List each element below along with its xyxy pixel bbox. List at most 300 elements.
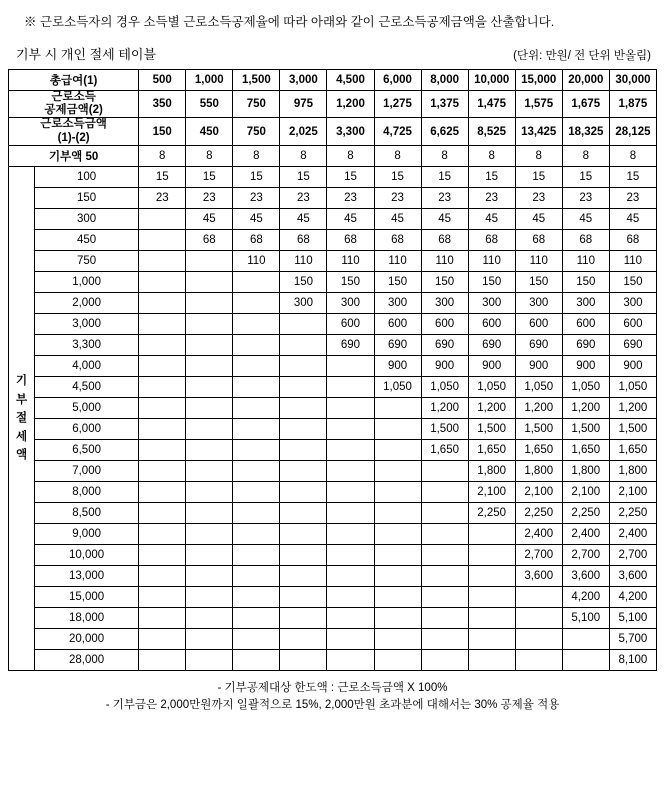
table-cell: 45: [374, 208, 421, 229]
table-cell: 600: [327, 313, 374, 334]
table-row: [9, 145, 657, 166]
table-cell: 23: [562, 187, 609, 208]
table-cell: [139, 523, 186, 544]
table-cell: [280, 544, 327, 565]
table-cell: [233, 607, 280, 628]
table-row: [9, 376, 657, 397]
footnotes: [8, 680, 657, 715]
table-cell: 900: [515, 355, 562, 376]
table-cell: [139, 376, 186, 397]
table-cell: 15: [186, 166, 233, 187]
table-cell: [327, 607, 374, 628]
table-row: [9, 607, 657, 628]
header-cell: 8,525: [468, 118, 515, 145]
table-cell: [233, 271, 280, 292]
donation-amount-label: 13,000: [35, 565, 139, 586]
table-cell: 68: [186, 229, 233, 250]
table-cell: 23: [515, 187, 562, 208]
table-row: [9, 355, 657, 376]
table-cell: [515, 628, 562, 649]
table-cell: [186, 271, 233, 292]
header-row-label: [9, 118, 139, 145]
table-cell: 2,400: [562, 523, 609, 544]
table-cell: 150: [327, 271, 374, 292]
table-cell: [139, 544, 186, 565]
table-cell: 1,050: [374, 376, 421, 397]
table-cell: 2,250: [562, 502, 609, 523]
table-cell: 45: [186, 208, 233, 229]
table-cell: 3,600: [562, 565, 609, 586]
header-cell: 1,375: [421, 91, 468, 118]
table-cell: 68: [327, 229, 374, 250]
table-cell: [468, 628, 515, 649]
table-cell: [374, 481, 421, 502]
table-cell: 2,700: [515, 544, 562, 565]
donation-amount-label: 10,000: [35, 544, 139, 565]
header-row-label-line2: (1)-(2): [57, 131, 90, 144]
table-cell: 8: [515, 145, 562, 166]
table-cell: 1,500: [468, 418, 515, 439]
table-row: [9, 313, 657, 334]
table-cell: 900: [374, 355, 421, 376]
table-cell: [327, 586, 374, 607]
table-cell: [280, 523, 327, 544]
table-cell: 45: [421, 208, 468, 229]
table-cell: 2,100: [562, 481, 609, 502]
table-cell: [139, 271, 186, 292]
table-cell: 2,400: [609, 523, 656, 544]
table-cell: 150: [562, 271, 609, 292]
side-caption: [9, 166, 35, 670]
header-cell: 6,000: [374, 70, 421, 91]
table-cell: 8: [327, 145, 374, 166]
table-cell: [327, 565, 374, 586]
header-row-label-line1: 근로소득금액: [40, 118, 107, 131]
table-cell: 23: [374, 187, 421, 208]
table-cell: [233, 292, 280, 313]
table-cell: [233, 628, 280, 649]
table-cell: 1,500: [515, 418, 562, 439]
table-cell: [233, 397, 280, 418]
table-cell: 690: [562, 334, 609, 355]
table-cell: [139, 418, 186, 439]
table-cell: [186, 376, 233, 397]
table-row: [9, 418, 657, 439]
table-cell: [233, 649, 280, 670]
table-cell: [327, 355, 374, 376]
table-cell: [280, 565, 327, 586]
table-row: [9, 544, 657, 565]
table-header-row: [9, 118, 657, 145]
table-cell: 150: [468, 271, 515, 292]
table-cell: [468, 586, 515, 607]
table-cell: [280, 355, 327, 376]
table-title: 기부 시 개인 절세 테이블: [16, 47, 157, 62]
table-cell: [468, 649, 515, 670]
table-cell: 68: [421, 229, 468, 250]
table-cell: 2,100: [515, 481, 562, 502]
table-cell: [280, 628, 327, 649]
table-cell: 690: [374, 334, 421, 355]
table-cell: 2,250: [468, 502, 515, 523]
table-cell: [233, 565, 280, 586]
table-cell: 2,700: [609, 544, 656, 565]
table-cell: 1,200: [421, 397, 468, 418]
table-cell: 300: [468, 292, 515, 313]
donation-amount-label: 100: [35, 166, 139, 187]
table-cell: [374, 439, 421, 460]
table-cell: 2,400: [515, 523, 562, 544]
table-cell: 1,200: [468, 397, 515, 418]
table-row: [9, 628, 657, 649]
header-cell: 1,475: [468, 91, 515, 118]
header-cell: 1,000: [186, 70, 233, 91]
header-cell: 150: [139, 118, 186, 145]
header-cell: 450: [186, 118, 233, 145]
table-cell: 1,500: [609, 418, 656, 439]
table-cell: 110: [609, 250, 656, 271]
table-cell: 900: [468, 355, 515, 376]
donation-amount-label: 3,300: [35, 334, 139, 355]
header-row-label: 총급여(1): [9, 70, 139, 91]
table-cell: 8: [609, 145, 656, 166]
table-cell: 690: [515, 334, 562, 355]
table-cell: [139, 313, 186, 334]
table-row: [9, 271, 657, 292]
donation-amount-label: 5,000: [35, 397, 139, 418]
header-cell: 3,300: [327, 118, 374, 145]
table-cell: 150: [374, 271, 421, 292]
table-cell: 2,700: [562, 544, 609, 565]
table-cell: 900: [562, 355, 609, 376]
table-cell: 150: [421, 271, 468, 292]
table-cell: [515, 607, 562, 628]
table-cell: 15: [468, 166, 515, 187]
table-cell: 23: [609, 187, 656, 208]
donation-amount-label: 750: [35, 250, 139, 271]
donation-amount-label: 18,000: [35, 607, 139, 628]
table-header-row: [9, 70, 657, 91]
table-cell: 690: [421, 334, 468, 355]
table-cell: [515, 586, 562, 607]
table-cell: 1,650: [421, 439, 468, 460]
table-cell: 15: [609, 166, 656, 187]
table-cell: [139, 208, 186, 229]
table-cell: 23: [327, 187, 374, 208]
table-row: [9, 649, 657, 670]
table-cell: 45: [609, 208, 656, 229]
table-cell: 23: [468, 187, 515, 208]
table-cell: [233, 502, 280, 523]
header-cell: 28,125: [609, 118, 656, 145]
header-cell: 3,000: [280, 70, 327, 91]
table-cell: 600: [515, 313, 562, 334]
table-cell: 690: [609, 334, 656, 355]
table-cell: 1,650: [609, 439, 656, 460]
table-row: [9, 586, 657, 607]
donation-amount-label: 기부액 50: [9, 145, 139, 166]
header-cell: 1,675: [562, 91, 609, 118]
table-row: [9, 334, 657, 355]
table-cell: 1,650: [515, 439, 562, 460]
table-cell: [421, 565, 468, 586]
table-cell: [327, 460, 374, 481]
side-caption-char: 세: [15, 430, 28, 443]
table-cell: 45: [327, 208, 374, 229]
table-cell: 15: [280, 166, 327, 187]
table-cell: [374, 607, 421, 628]
table-cell: 68: [280, 229, 327, 250]
table-cell: [233, 334, 280, 355]
header-cell: 750: [233, 118, 280, 145]
table-cell: [374, 397, 421, 418]
table-cell: [139, 355, 186, 376]
table-cell: [280, 313, 327, 334]
donation-amount-label: 9,000: [35, 523, 139, 544]
header-cell: 1,500: [233, 70, 280, 91]
table-cell: [327, 439, 374, 460]
donation-amount-label: 3,000: [35, 313, 139, 334]
table-cell: 600: [562, 313, 609, 334]
table-row: [9, 523, 657, 544]
table-cell: [327, 649, 374, 670]
footnote-1: - 기부공제대상 한도액 : 근로소득금액 X 100%: [217, 681, 448, 694]
table-cell: [515, 649, 562, 670]
table-cell: [421, 544, 468, 565]
header-cell: 15,000: [515, 70, 562, 91]
table-cell: [327, 397, 374, 418]
table-cell: 5,100: [609, 607, 656, 628]
table-cell: [374, 544, 421, 565]
table-cell: 110: [327, 250, 374, 271]
table-cell: 8,100: [609, 649, 656, 670]
table-cell: [280, 586, 327, 607]
table-cell: [186, 502, 233, 523]
table-cell: [186, 523, 233, 544]
table-cell: [186, 313, 233, 334]
table-cell: [421, 523, 468, 544]
table-cell: [374, 565, 421, 586]
table-cell: [421, 502, 468, 523]
table-cell: [421, 460, 468, 481]
table-cell: [280, 376, 327, 397]
table-cell: [562, 649, 609, 670]
table-cell: 15: [139, 166, 186, 187]
table-cell: 8: [139, 145, 186, 166]
table-cell: [280, 607, 327, 628]
table-cell: 68: [562, 229, 609, 250]
side-caption-char: 기: [15, 375, 28, 388]
table-cell: [139, 334, 186, 355]
header-cell: 350: [139, 91, 186, 118]
table-cell: [374, 418, 421, 439]
table-cell: 15: [421, 166, 468, 187]
table-header-row: [9, 91, 657, 118]
table-cell: 15: [515, 166, 562, 187]
donation-amount-label: 20,000: [35, 628, 139, 649]
table-cell: [139, 481, 186, 502]
table-cell: [186, 355, 233, 376]
table-cell: [139, 439, 186, 460]
table-cell: [233, 460, 280, 481]
table-cell: 600: [374, 313, 421, 334]
table-cell: 1,050: [468, 376, 515, 397]
table-cell: 110: [280, 250, 327, 271]
table-cell: [421, 628, 468, 649]
subheader: [16, 44, 651, 63]
table-cell: 45: [562, 208, 609, 229]
header-cell: 10,000: [468, 70, 515, 91]
table-cell: 1,800: [468, 460, 515, 481]
table-cell: [233, 313, 280, 334]
side-caption-char: 액: [15, 448, 28, 461]
header-row-label: [9, 91, 139, 118]
table-cell: [186, 649, 233, 670]
header-cell: 13,425: [515, 118, 562, 145]
header-cell: 18,325: [562, 118, 609, 145]
table-cell: [139, 292, 186, 313]
table-cell: [327, 628, 374, 649]
table-row: [9, 208, 657, 229]
tax-saving-table: [8, 69, 657, 671]
table-cell: 110: [421, 250, 468, 271]
table-cell: 45: [280, 208, 327, 229]
table-cell: [374, 460, 421, 481]
table-cell: [421, 586, 468, 607]
table-cell: 1,650: [562, 439, 609, 460]
table-cell: [139, 460, 186, 481]
donation-amount-label: 2,000: [35, 292, 139, 313]
table-cell: [186, 481, 233, 502]
table-cell: 4,200: [562, 586, 609, 607]
table-cell: [139, 250, 186, 271]
table-cell: 8: [468, 145, 515, 166]
table-cell: 68: [515, 229, 562, 250]
table-cell: 1,650: [468, 439, 515, 460]
table-cell: [186, 586, 233, 607]
header-cell: 975: [280, 91, 327, 118]
table-cell: [233, 523, 280, 544]
table-cell: 2,250: [609, 502, 656, 523]
table-cell: [327, 376, 374, 397]
donation-amount-label: 450: [35, 229, 139, 250]
table-cell: 68: [468, 229, 515, 250]
table-cell: [421, 481, 468, 502]
header-cell: 500: [139, 70, 186, 91]
table-cell: 15: [374, 166, 421, 187]
table-cell: 150: [609, 271, 656, 292]
table-cell: 23: [421, 187, 468, 208]
donation-amount-label: 4,000: [35, 355, 139, 376]
header-cell: 4,500: [327, 70, 374, 91]
table-unit-note: (단위: 만원/ 전 단위 반올림): [513, 50, 651, 62]
table-cell: 1,200: [609, 397, 656, 418]
table-cell: [139, 502, 186, 523]
table-cell: [421, 649, 468, 670]
table-cell: 8: [233, 145, 280, 166]
table-cell: [186, 565, 233, 586]
table-cell: [233, 481, 280, 502]
table-cell: 8: [421, 145, 468, 166]
table-cell: 68: [233, 229, 280, 250]
table-cell: [562, 628, 609, 649]
header-cell: 550: [186, 91, 233, 118]
table-cell: 8: [374, 145, 421, 166]
donation-amount-label: 8,500: [35, 502, 139, 523]
table-cell: [186, 607, 233, 628]
table-cell: 5,100: [562, 607, 609, 628]
table-cell: 300: [515, 292, 562, 313]
table-cell: [280, 439, 327, 460]
table-cell: [186, 460, 233, 481]
table-cell: 1,800: [562, 460, 609, 481]
table-cell: [374, 649, 421, 670]
donation-amount-label: 150: [35, 187, 139, 208]
table-cell: 300: [609, 292, 656, 313]
table-cell: 1,050: [562, 376, 609, 397]
table-cell: [139, 397, 186, 418]
table-cell: 600: [609, 313, 656, 334]
table-cell: 110: [515, 250, 562, 271]
table-cell: [327, 481, 374, 502]
table-cell: [280, 460, 327, 481]
table-cell: 8: [186, 145, 233, 166]
table-cell: 15: [562, 166, 609, 187]
top-note: ※ 근로소득자의 경우 소득별 근로소득공제율에 따라 아래와 같이 근로소득공제금액을 산출합니다.: [24, 15, 555, 29]
header-cell: 1,200: [327, 91, 374, 118]
table-cell: 110: [233, 250, 280, 271]
table-cell: [233, 418, 280, 439]
table-cell: [186, 397, 233, 418]
side-caption-char: 절: [15, 412, 28, 425]
table-cell: [233, 544, 280, 565]
table-cell: 300: [374, 292, 421, 313]
table-cell: 8: [562, 145, 609, 166]
table-cell: [374, 502, 421, 523]
table-cell: 110: [562, 250, 609, 271]
table-cell: 600: [468, 313, 515, 334]
table-cell: 15: [327, 166, 374, 187]
table-cell: 2,250: [515, 502, 562, 523]
table-cell: [233, 355, 280, 376]
table-row: [9, 502, 657, 523]
table-cell: [139, 229, 186, 250]
table-cell: [186, 292, 233, 313]
table-cell: 4,200: [609, 586, 656, 607]
donation-amount-label: 28,000: [35, 649, 139, 670]
table-cell: [233, 586, 280, 607]
table-cell: 1,050: [609, 376, 656, 397]
header-cell: 1,275: [374, 91, 421, 118]
table-cell: [139, 565, 186, 586]
table-cell: [468, 607, 515, 628]
table-cell: 8: [280, 145, 327, 166]
table-cell: 68: [609, 229, 656, 250]
table-cell: 2,100: [609, 481, 656, 502]
table-cell: [186, 334, 233, 355]
table-cell: 23: [139, 187, 186, 208]
donation-amount-label: 6,500: [35, 439, 139, 460]
table-cell: 5,700: [609, 628, 656, 649]
table-row: [9, 397, 657, 418]
table-cell: 110: [374, 250, 421, 271]
table-cell: [374, 628, 421, 649]
table-cell: [327, 544, 374, 565]
header-cell: 1,575: [515, 91, 562, 118]
table-row: [9, 439, 657, 460]
table-cell: [139, 628, 186, 649]
table-cell: 1,050: [515, 376, 562, 397]
